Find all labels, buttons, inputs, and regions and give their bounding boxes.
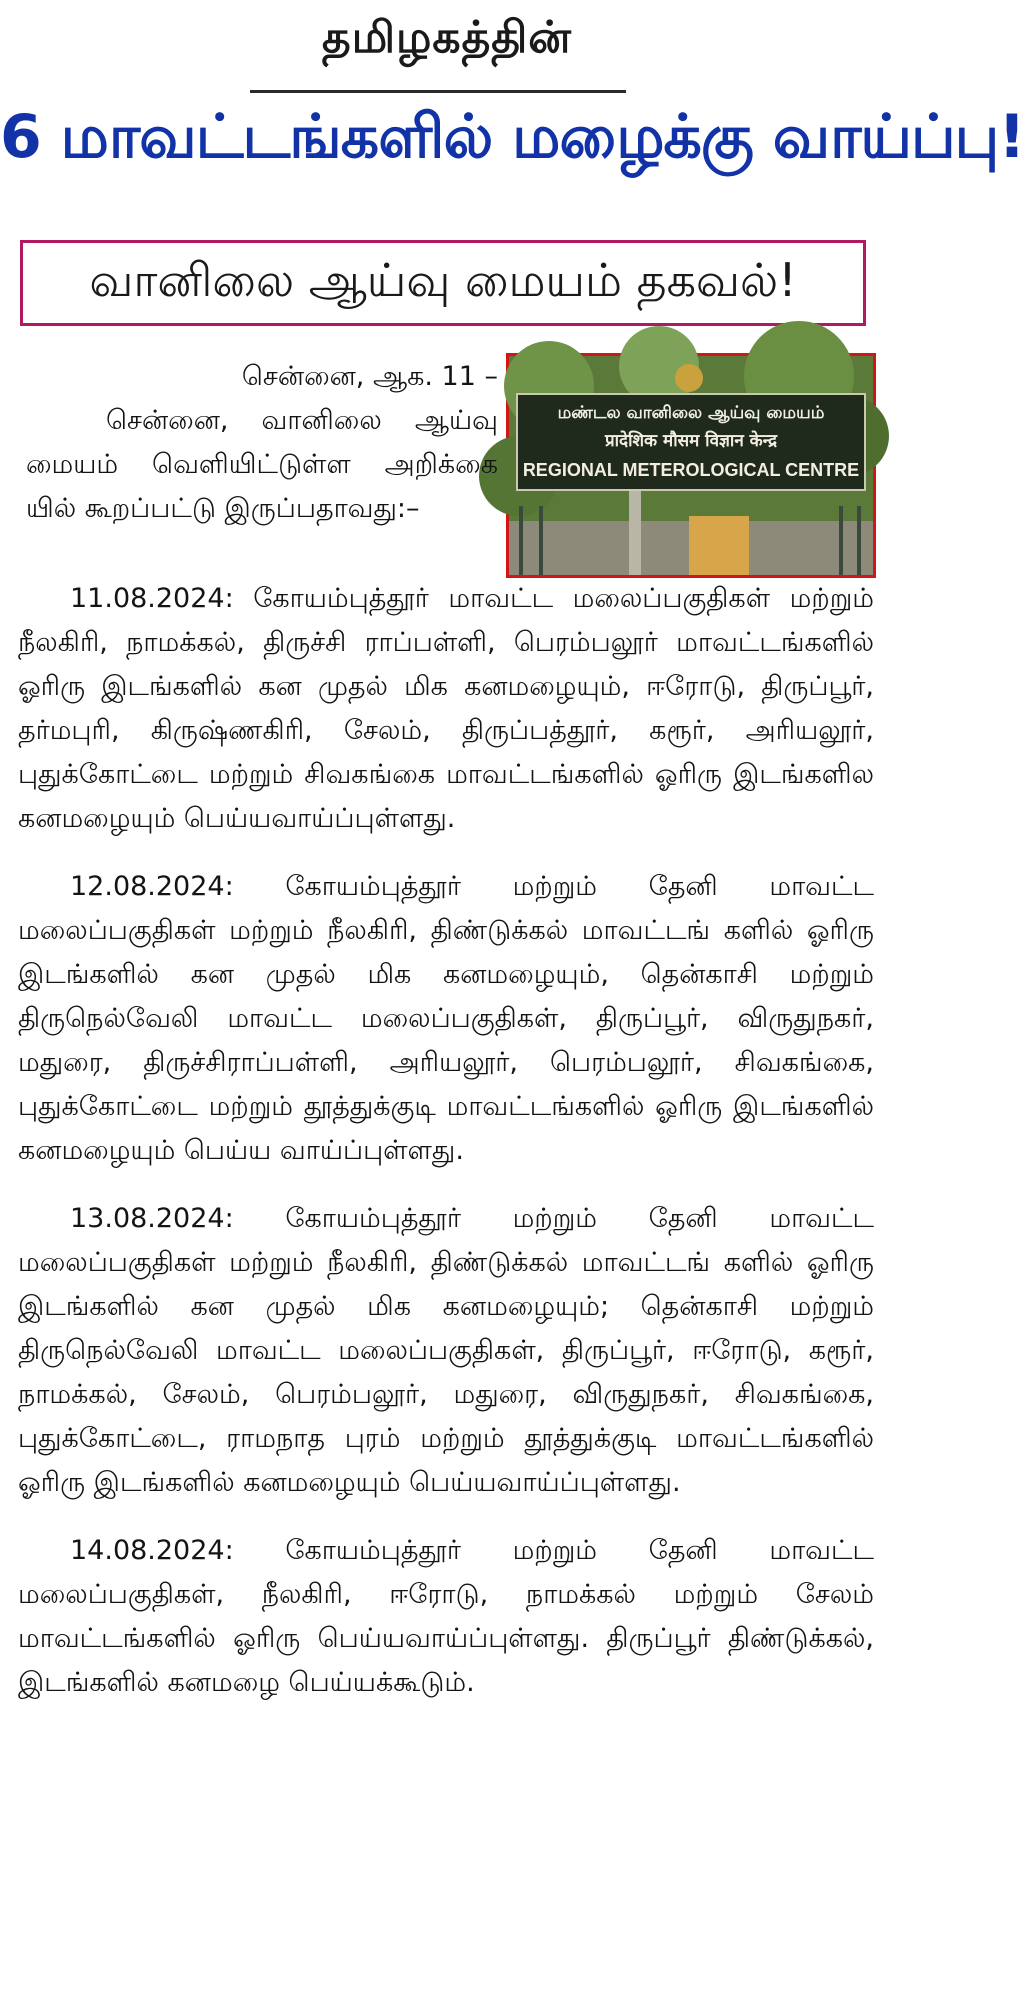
photo-sign-line3: REGIONAL METEROLOGICAL CENTRE: [522, 460, 860, 480]
paragraph-aug-13: 13.08.2024: கோயம்புத்தூர் மற்றும் தேனி மாவட்ட மலைப்பகுதிகள் மற்றும் நீலகிரி, திண்டுக்கல் மாவட்டங் களில் ஓரிரு இடங்களில் கன முதல் மிக கனமழையும்; தென்காசி மற்றும் திருநெல்வேலி மாவட்ட மலைப்பகுதிகள், திருப்பூர், ஈரோடு, கரூர், நாமக்கல், சேலம், பெரம்பலூர், மதுரை, விருதுநகர், சிவகங்கை, புதுக்கோட்டை, ராமநாத புரம் மற்றும் தூத்துக்குடி மாவட்டங்களில் ஓரிரு இடங்களில் கனமழையும் பெய்யவாய்ப்புள்ளது.: [18, 1203, 874, 1498]
intro-paragraph: சென்னை, வானிலை ஆய்வு மையம் வெளியிட்டுள்ள அறிக்கை யில் கூறப்பட்டு இருப்பதாவது:–: [26, 405, 498, 524]
kicker-title: தமிழகத்தின்: [322, 12, 572, 63]
photo-illustration: [509, 356, 873, 575]
subhead-box: [20, 240, 866, 326]
paragraph-aug-12: 12.08.2024: கோயம்புத்தூர் மற்றும் தேனி மாவட்ட மலைப்பகுதிகள் மற்றும் நீலகிரி, திண்டுக்கல் மாவட்டங் களில் ஓரிரு இடங்களில் கன முதல் மிக கனமழையும், தென்காசி மற்றும் திருநெல்வேலி மாவட்ட மலைப்பகுதிகள், திருப்பூர், விருதுநகர், மதுரை, திருச்சிராப்பள்ளி, அரியலூர், பெரம்பலூர், சிவகங்கை, புதுக்கோட்டை மற்றும் தூத்துக்குடி மாவட்டங்களில் ஓரிரு இடங்களில் கனமழையும் பெய்ய வாய்ப்புள்ளது.: [18, 871, 874, 1166]
article-body: [18, 577, 874, 1705]
kicker-underline: [250, 90, 626, 93]
paragraph-aug-11: 11.08.2024: கோயம்புத்தூர் மாவட்ட மலைப்பகுதிகள் மற்றும் நீலகிரி, நாமக்கல், திருச்சி ராப்பள்ளி, பெரம்பலூர் மாவட்டங்களில் ஓரிரு இடங்களில் கன முதல் மிக கனமழையும், ஈரோடு, திருப்பூர், தர்மபுரி, கிருஷ்ணகிரி, சேலம், திருப்பத்தூர், கரூர், அரியலூர், புதுக்கோட்டை மற்றும் சிவகங்கை மாவட்டங்களில் ஓரிரு இடங்களில கனமழையும் பெய்யவாய்ப்புள்ளது.: [18, 583, 874, 834]
photo-sign-line1: மண்டல வானிலை ஆய்வு மையம்: [557, 403, 825, 423]
news-photo: [506, 353, 876, 578]
dateline: சென்னை, ஆக. 11 –: [241, 361, 498, 392]
photo-sign-line2: प्रादेशिक मौसम विज्ञान केन्द्र: [604, 431, 778, 451]
paragraph-aug-14: 14.08.2024: கோயம்புத்தூர் மற்றும் தேனி மாவட்ட மலைப்பகுதிகள், நீலகிரி, ஈரோடு, நாமக்கல் மற்றும் சேலம் மாவட்டங்களில் ஓரிரு பெய்யவாய்ப்புள்ளது. திருப்பூர் திண்டுக்கல், இடங்களில் கனமழை பெய்யக்கூடும்.: [18, 1535, 874, 1698]
headline: 6 மாவட்டங்களில் மழைக்கு வாய்ப்பு!: [0, 102, 1025, 172]
subhead: வானிலை ஆய்வு மையம் தகவல்!: [89, 252, 797, 307]
